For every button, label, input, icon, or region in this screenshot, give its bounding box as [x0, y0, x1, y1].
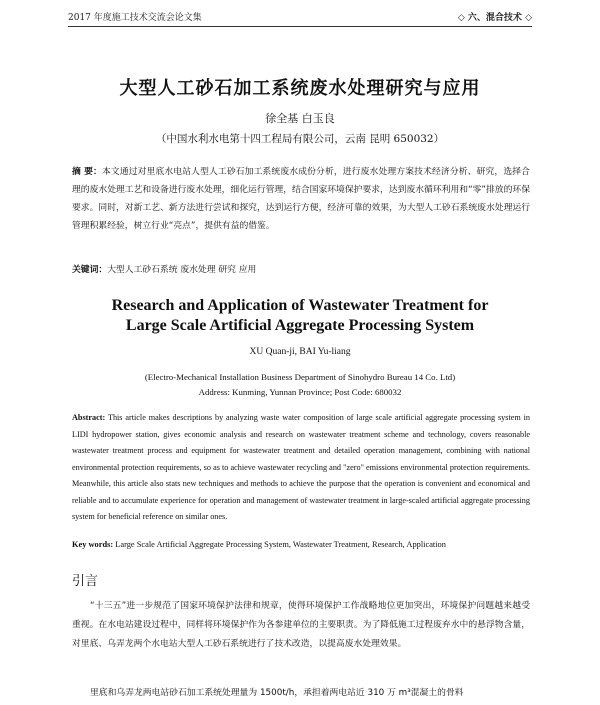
keywords-cn-text: 大型人工砂石系统 废水处理 研究 应用	[107, 265, 257, 275]
keywords-cn	[72, 262, 530, 275]
affiliation-cn: （中国水利水电第十四工程局有限公司，云南 昆明 650032）	[155, 133, 445, 145]
intro-paragraph-2: 里底和乌弄龙两电站砂石加工系统处理量为 1500t/h，承担着两电站近 310 万 m³混凝土的骨料	[90, 688, 464, 698]
authors-cn: 徐全基 白玉良	[265, 112, 335, 125]
header-proceedings-title: 2017 年度施工技术交流会论文集	[68, 13, 202, 23]
paper-title-en-line1: Research and Application of Wastewater Treatment for	[111, 297, 489, 314]
keywords-en-text: Large Scale Artificial Aggregate Processing System, Wastewater Treatment, Research, Application	[113, 540, 446, 549]
section-heading-introduction: 引言	[72, 574, 99, 589]
keywords-en-label: Key words:	[72, 540, 114, 549]
paper-title-cn: 大型人工砂石加工系统废水处理研究与应用	[119, 78, 481, 99]
keywords-cn-label: 关键词：	[72, 265, 108, 275]
affiliation-en-line1: (Electro-Mechanical Installation Business Department of Sinohydro Bureau 14 Co. Ltd)	[144, 372, 456, 382]
affiliation-en-line2: Address: Kunming, Yunnan Province; Post Code: 680032	[198, 387, 402, 397]
paper-title-en-line2: Large Scale Artificial Aggregate Processing System	[125, 317, 475, 334]
header-section-label: ◇ 六、混合技术 ◇	[457, 13, 532, 23]
intro-paragraph-1: “十三五”进一步规范了国家环境保护法律和规章，使得环境保护工作战略地位更加突出，环境保护问题越来越受重视。在水电站建设过程中，同样将环境保护作为各参建单位的主要职责。为了降低施工过程废弃水中的悬浮物含量，对里底、乌弄龙两个水电站大型人工砂石系统进行了技术改造，以提高废水处理效果。	[72, 601, 530, 649]
running-header	[68, 10, 532, 26]
abstract-en	[72, 410, 530, 526]
abstract-cn	[72, 163, 530, 235]
authors-en: XU Quan-ji, BAI Yu-liang	[249, 347, 351, 357]
abstract-cn-text: 本文通过对里底水电站人型人工砂石加工系统废水成份分析，进行废水处理方案技术经济分析、研究，选择合理的废水处理工艺和设备进行废水处理，细化运行管理，结合国家环境保护要求，达到废水循环利用和“零”排放的环保要求。同时，对新工艺、新方法进行尝试和探究，达到运行方便，经济可靠的效果，为大型人工砂石系统废水处理运行管理积累经验，树立行业“亮点”，提供有益的借鉴。	[72, 167, 530, 231]
abstract-en-label: Abstract:	[72, 413, 106, 422]
keywords-en	[72, 540, 530, 549]
abstract-cn-label: 摘 要：	[72, 167, 102, 177]
header-rule	[68, 26, 532, 27]
paper-title-en	[0, 296, 600, 336]
abstract-en-text: This article makes descriptions by analyzing waste water composition of large scale artificial aggregate processing system in LIDI hydropower station, gives economic analysis and research on wastewater treatment scheme and technology, covers reasonable wastewater treatment process and equipment for wastewater treatment and detailed operation management, combining with national environmental protection requirements, so as to achieve wastewater recycling and "zero" emissions environmental protection requirements. Meanwhile, this article also stats new techniques and methods to achieve the purpose that the operation is convenient and economical and reliable and to accumulate experience for operation and management of wastewater treatment in large-scaled artificial aggregate processing system for beneficial reference on similar ones.	[72, 413, 530, 521]
